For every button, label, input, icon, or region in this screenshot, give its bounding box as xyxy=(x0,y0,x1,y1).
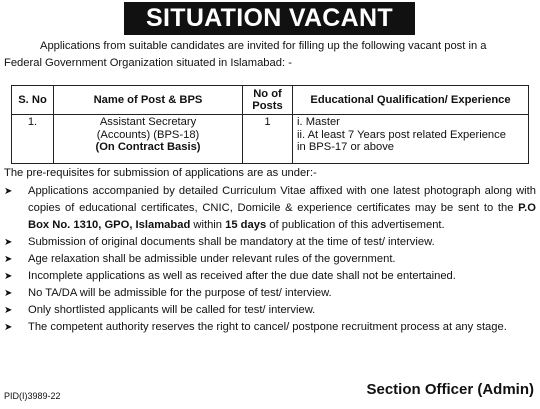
qualification-line-3: in BPS-17 or above xyxy=(297,141,395,153)
list-item xyxy=(0,251,536,268)
qualification-line-1: i. Master xyxy=(297,116,340,128)
arrowhead-bullet-icon: ➤ xyxy=(4,305,13,316)
intro-line-1: Applications from suitable candidates are invited for filling up the following vacant post in a xyxy=(40,40,487,52)
list-item xyxy=(0,183,536,234)
table-row xyxy=(12,115,529,164)
publication-id: PID(I)3989-22 xyxy=(4,391,61,401)
arrowhead-bullet-icon: ➤ xyxy=(4,288,13,299)
post-title: Assistant Secretary xyxy=(99,116,197,128)
requirement-1-text: Applications accompanied by detailed Curriculum Vitae affixed with one latest photograph along with copies of educational certificates, CNIC, Domicile & experience certificates may be sent to the xyxy=(28,185,536,214)
list-item xyxy=(0,302,536,319)
po-box-address: P.O Box No. 1310, GPO, Islamabad xyxy=(28,202,536,231)
requirement-text: Age relaxation shall be admissible under relevant rules of the government. xyxy=(28,253,396,265)
arrowhead-bullet-icon: ➤ xyxy=(4,254,13,265)
header-post-name: Name of Post & BPS xyxy=(54,86,243,115)
header-qualification: Educational Qualification/ Experience xyxy=(293,86,529,115)
cell-no-of-posts: 1 xyxy=(243,115,293,164)
requirement-text: Only shortlisted applicants will be called for test/ interview. xyxy=(28,304,316,316)
cell-qualification xyxy=(293,115,529,164)
header-no-of-posts: No of Posts xyxy=(243,86,293,115)
list-item xyxy=(0,268,536,285)
header-sno: S. No xyxy=(12,86,54,115)
intro-line-2: Federal Government Organization situated in Islamabad: - xyxy=(4,57,292,69)
deadline-days: 15 days xyxy=(225,219,267,231)
requirement-1-within: within xyxy=(190,219,226,231)
cell-sno: 1. xyxy=(12,115,54,164)
intro-paragraph xyxy=(4,38,534,72)
requirement-text: Incomplete applications as well as received after the due date shall not be entertained. xyxy=(28,270,456,282)
requirements-list xyxy=(0,183,536,336)
arrowhead-bullet-icon: ➤ xyxy=(4,186,13,197)
page-title: SITUATION VACANT xyxy=(124,2,415,35)
contract-basis: (On Contract Basis) xyxy=(95,141,201,153)
arrowhead-bullet-icon: ➤ xyxy=(4,237,13,248)
signatory: Section Officer (Admin) xyxy=(366,381,534,398)
arrowhead-bullet-icon: ➤ xyxy=(4,322,13,333)
list-item xyxy=(0,285,536,302)
table-header-row xyxy=(12,86,529,115)
vacancy-table xyxy=(11,85,529,164)
list-item xyxy=(0,234,536,251)
requirement-1-end: of publication of this advertisement. xyxy=(266,219,445,231)
qualification-line-2: ii. At least 7 Years post related Experience xyxy=(297,128,506,141)
arrowhead-bullet-icon: ➤ xyxy=(4,271,13,282)
cell-post-name xyxy=(54,115,243,164)
prerequisites-heading: The pre-requisites for submission of applications are as under:- xyxy=(4,167,317,179)
post-grade: (Accounts) (BPS-18) xyxy=(96,128,200,141)
requirement-text: No TA/DA will be admissible for the purpose of test/ interview. xyxy=(28,287,332,299)
list-item xyxy=(0,319,536,336)
requirement-text: The competent authority reserves the right to cancel/ postpone recruitment process at any stage. xyxy=(28,321,507,333)
requirement-text: Submission of original documents shall be mandatory at the time of test/ interview. xyxy=(28,236,435,248)
